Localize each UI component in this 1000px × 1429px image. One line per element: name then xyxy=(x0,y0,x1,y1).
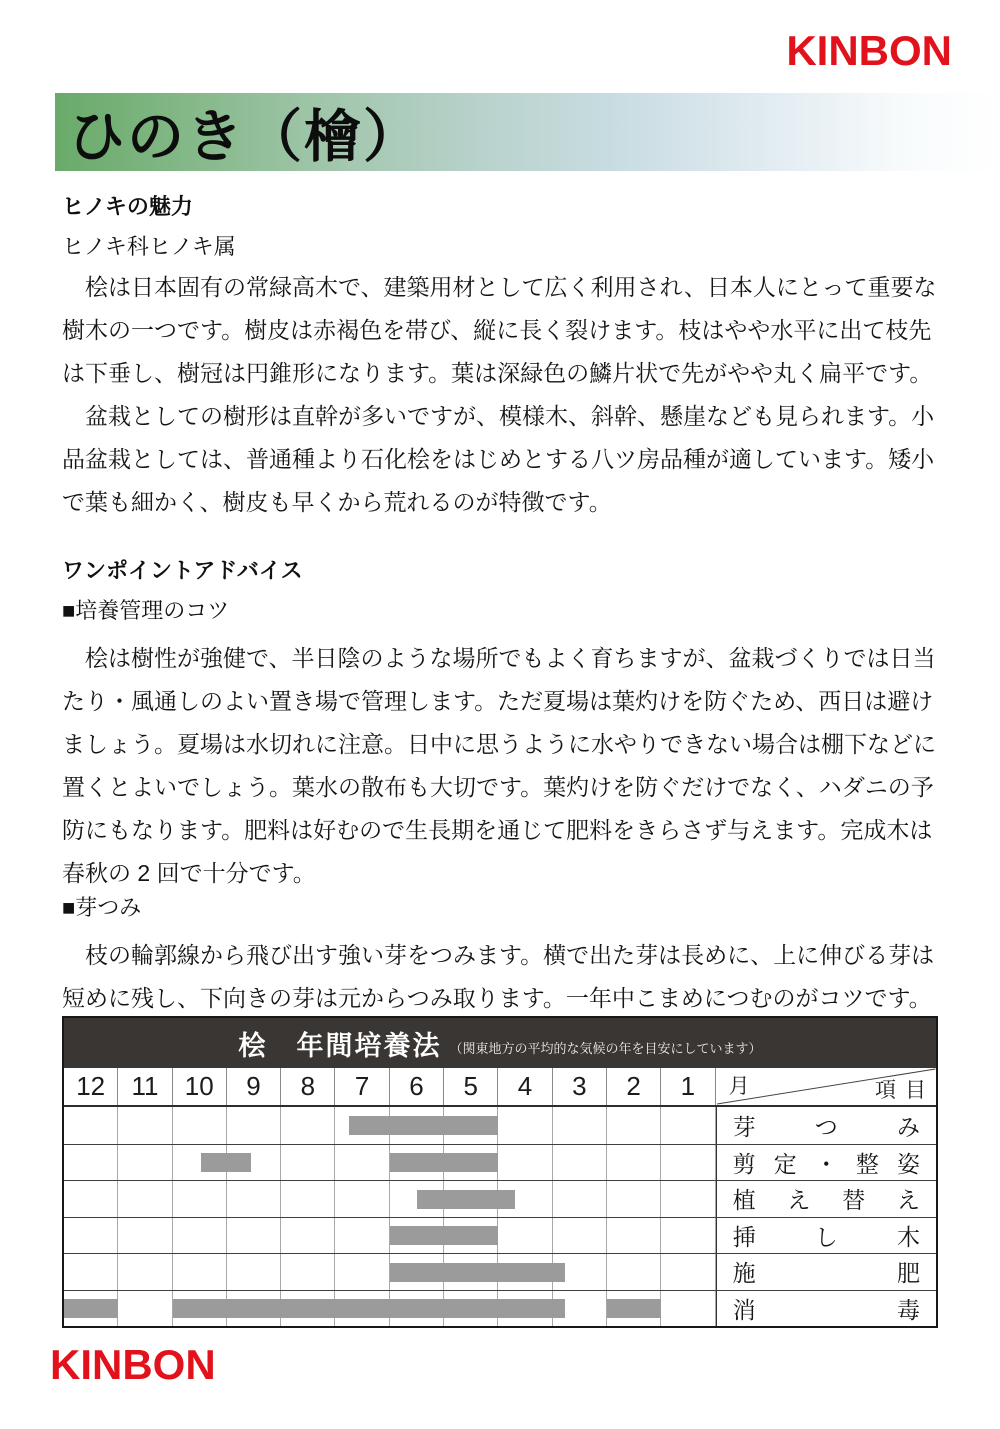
text-line: 枝の輪郭線から飛び出す強い芽をつみます。横で出た芽は長めに、上に伸びる芽は xyxy=(62,942,935,968)
text-line: 短めに残し、下向きの芽は元からつみ取ります。一年中こまめにつむのがコツです。 xyxy=(62,985,932,1011)
text-line: 春秋の 2 回で十分です。 xyxy=(62,860,316,886)
grid-cell xyxy=(64,1181,118,1217)
row-label-char: え xyxy=(787,1187,811,1214)
row-label-char: 消 xyxy=(732,1296,756,1323)
text-line: は下垂し、樹冠は円錐形になります。葉は深緑色の鱗片状で先がやや丸く扁平です。 xyxy=(62,360,933,386)
period-bar xyxy=(390,1153,499,1172)
calendar-row xyxy=(64,1290,936,1327)
calendar-row xyxy=(64,1180,936,1217)
grid-cell xyxy=(661,1181,715,1217)
grid-cell xyxy=(281,1254,335,1290)
advice-sub2: ■芽つみ xyxy=(62,895,142,920)
row-label-char: 施 xyxy=(732,1260,756,1287)
corner-cell xyxy=(716,1068,936,1105)
text-line: 防にもなります。肥料は好むので生長期を通じて肥料をきらさず与えます。完成木は xyxy=(62,817,933,843)
row-label-char: 毒 xyxy=(897,1296,920,1323)
month-cell: 6 xyxy=(390,1068,444,1105)
row-label-char: ・ xyxy=(814,1150,838,1177)
calendar-row-grid xyxy=(64,1254,716,1290)
calendar-row xyxy=(64,1107,936,1144)
grid-cell xyxy=(173,1254,227,1290)
row-label-char: 木 xyxy=(897,1223,920,1250)
intro-paragraphs xyxy=(62,266,938,524)
grid-cell xyxy=(64,1107,118,1144)
row-label-char: 肥 xyxy=(897,1260,920,1287)
row-label-char: 替 xyxy=(842,1187,866,1214)
care-calendar-table xyxy=(62,1016,938,1328)
row-label-char: 剪 xyxy=(732,1150,756,1177)
grid-cell xyxy=(335,1218,389,1254)
row-label xyxy=(716,1145,936,1181)
brand-logo-bottom: KINBON xyxy=(50,1341,216,1388)
text-line: 置くとよいでしょう。葉水の散布も大切です。葉灼けを防ぐだけでなく、ハダニの予 xyxy=(62,774,934,800)
care-calendar-header xyxy=(64,1018,936,1068)
month-cell: 9 xyxy=(227,1068,281,1105)
grid-cell xyxy=(227,1181,281,1217)
calendar-row-grid xyxy=(64,1218,716,1254)
grid-cell xyxy=(553,1218,607,1254)
grid-cell xyxy=(227,1218,281,1254)
corner-item-label: 項目 xyxy=(875,1079,935,1102)
intro-heading: ヒノキの魅力 xyxy=(62,194,193,219)
grid-cell xyxy=(118,1291,172,1327)
row-label-char: 定 xyxy=(773,1150,797,1177)
grid-cell xyxy=(118,1218,172,1254)
calendar-row xyxy=(64,1144,936,1181)
row-label xyxy=(716,1291,936,1327)
row-label xyxy=(716,1254,936,1290)
row-label xyxy=(716,1218,936,1254)
row-label-char: 姿 xyxy=(896,1150,920,1177)
period-bar xyxy=(201,1153,250,1172)
grid-cell xyxy=(173,1181,227,1217)
grid-cell xyxy=(118,1145,172,1181)
grid-cell xyxy=(173,1107,227,1144)
grid-cell xyxy=(281,1218,335,1254)
grid-cell xyxy=(64,1218,118,1254)
grid-cell xyxy=(607,1145,661,1181)
grid-cell xyxy=(607,1254,661,1290)
grid-cell xyxy=(498,1145,552,1181)
advice-sub1: ■培養管理のコツ xyxy=(62,598,230,623)
text-line: たり・風通しのよい置き場で管理します。ただ夏場は葉灼けを防ぐため、西日は避け xyxy=(62,688,934,714)
corner-month-label: 月 xyxy=(728,1075,750,1098)
row-label xyxy=(716,1107,936,1144)
grid-cell xyxy=(281,1181,335,1217)
row-label-char: み xyxy=(897,1113,920,1140)
row-label-char: え xyxy=(896,1187,920,1214)
grid-cell xyxy=(607,1218,661,1254)
text-line: 品盆栽としては、普通種より石化桧をはじめとする八ツ房品種が適しています。矮小 xyxy=(62,446,935,472)
month-cell: 1 xyxy=(661,1068,715,1105)
period-bar xyxy=(417,1190,515,1209)
care-calendar-subtitle: （関東地方の平均的な気候の年を目安にしています） xyxy=(449,1041,762,1056)
period-bar xyxy=(173,1299,565,1318)
grid-cell xyxy=(498,1218,552,1254)
text-line: 盆栽としての樹形は直幹が多いですが、模様木、斜幹、懸崖なども見られます。小 xyxy=(62,403,935,429)
page-title: ひのき（檜） xyxy=(68,106,422,169)
row-label-char: 植 xyxy=(732,1187,756,1214)
grid-cell xyxy=(661,1218,715,1254)
grid-cell xyxy=(553,1107,607,1144)
grid-cell xyxy=(118,1254,172,1290)
calendar-row xyxy=(64,1217,936,1254)
advice-paragraph1 xyxy=(62,637,938,895)
month-header-row xyxy=(64,1068,936,1107)
month-cell: 4 xyxy=(498,1068,552,1105)
grid-cell xyxy=(64,1254,118,1290)
grid-cell xyxy=(661,1291,715,1327)
grid-cell xyxy=(498,1107,552,1144)
month-cell: 11 xyxy=(118,1068,172,1105)
text-line: 桧は樹性が強健で、半日陰のような場所でもよく育ちますが、盆栽づくりでは日当 xyxy=(62,645,936,671)
period-bar xyxy=(64,1299,118,1318)
grid-cell xyxy=(227,1107,281,1144)
grid-cell xyxy=(64,1145,118,1181)
month-cell: 2 xyxy=(607,1068,661,1105)
grid-cell xyxy=(281,1107,335,1144)
grid-cell xyxy=(607,1181,661,1217)
grid-cell xyxy=(281,1145,335,1181)
title-banner xyxy=(55,93,1000,171)
grid-cell xyxy=(553,1145,607,1181)
month-cell: 5 xyxy=(444,1068,498,1105)
period-bar xyxy=(349,1116,498,1135)
row-label xyxy=(716,1181,936,1217)
advice-paragraph2 xyxy=(62,934,938,1020)
calendar-row-grid xyxy=(64,1107,716,1144)
grid-cell xyxy=(661,1107,715,1144)
period-bar xyxy=(390,1226,499,1245)
row-label-char: 挿 xyxy=(732,1223,756,1250)
grid-cell xyxy=(118,1107,172,1144)
calendar-row-grid xyxy=(64,1145,716,1181)
grid-cell xyxy=(607,1107,661,1144)
grid-cell xyxy=(335,1145,389,1181)
grid-cell xyxy=(118,1181,172,1217)
brand-logo-top: KINBON xyxy=(786,27,952,74)
text-line: で葉も細かく、樹皮も早くから荒れるのが特徴です。 xyxy=(62,489,612,515)
month-cell: 10 xyxy=(173,1068,227,1105)
grid-cell xyxy=(227,1254,281,1290)
month-cell: 7 xyxy=(335,1068,389,1105)
month-cell: 12 xyxy=(64,1068,118,1105)
care-calendar-title: 桧 年間培養法 xyxy=(238,1030,442,1061)
grid-cell xyxy=(553,1181,607,1217)
row-label-char: 整 xyxy=(855,1150,879,1177)
intro-subheading: ヒノキ科ヒノキ属 xyxy=(62,234,236,259)
text-line: 樹木の一つです。樹皮は赤褐色を帯び、縦に長く裂けます。枝はやや水平に出て枝先 xyxy=(62,317,932,343)
grid-cell xyxy=(173,1218,227,1254)
month-cell: 3 xyxy=(553,1068,607,1105)
care-calendar-rows xyxy=(64,1107,936,1326)
grid-cell xyxy=(661,1254,715,1290)
text-line: ましょう。夏場は水切れに注意。日中に思うように水やりできない場合は棚下などに xyxy=(62,731,936,757)
row-label-char: 芽 xyxy=(732,1113,756,1140)
calendar-row-grid xyxy=(64,1181,716,1217)
month-cell: 8 xyxy=(281,1068,335,1105)
grid-cell xyxy=(335,1181,389,1217)
grid-cell xyxy=(335,1254,389,1290)
advice-heading: ワンポイントアドバイス xyxy=(62,558,303,583)
row-label-char: し xyxy=(814,1223,838,1250)
period-bar xyxy=(390,1263,565,1282)
calendar-row-grid xyxy=(64,1291,716,1327)
period-bar xyxy=(607,1299,661,1318)
grid-cell xyxy=(661,1145,715,1181)
calendar-row xyxy=(64,1253,936,1290)
row-label-char: つ xyxy=(814,1113,838,1140)
text-line: 桧は日本固有の常緑高木で、建築用材として広く利用され、日本人にとって重要な xyxy=(62,274,937,300)
